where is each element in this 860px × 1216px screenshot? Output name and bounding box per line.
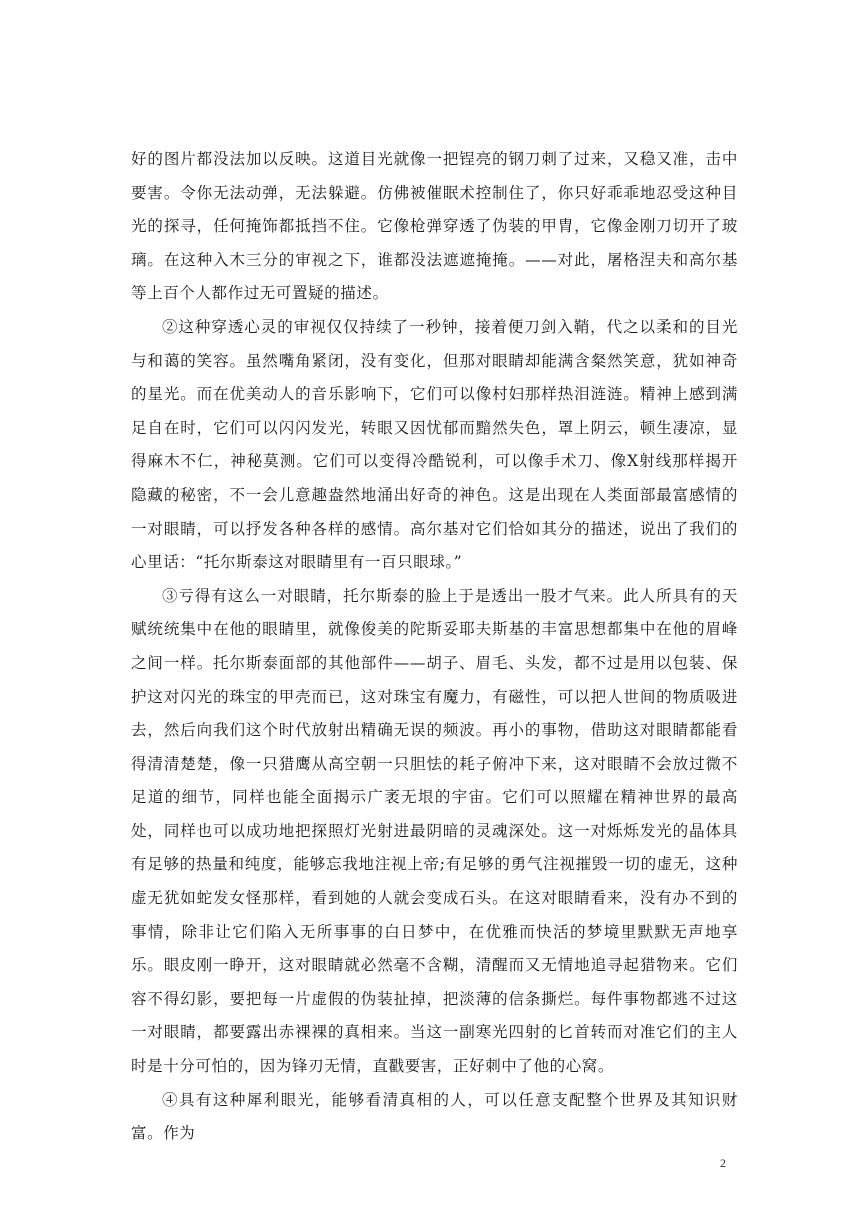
paragraph-3: ③亏得有这么一对眼睛，托尔斯泰的脸上于是透出一股才气来。此人所具有的天赋统统集中在他的眼睛里，就像俊美的陀斯妥耶夫斯基的丰富思想都集中在他的眉峰之间一样。托尔斯泰面部的其他部件——胡子、眉毛、头发，都不过是用以包装、保护这对闪光的珠宝的甲壳而已，这对珠宝有魔力，有磁性，可以把人世间的物质吸进去，然后向我们这个时代放射出精确无误的频波。再小的事物，借助这对眼睛都能看得清清楚楚，像一只猎鹰从高空朝一只胆怯的耗子俯冲下来，这对眼睛不会放过微不足道的细节，同样也能全面揭示广袤无垠的宇宙。它们可以照耀在精神世界的最高处，同样也可以成功地把探照灯光射进最阴暗的灵魂深处。这一对烁烁发光的晶体具有足够的热量和纯度，能够忘我地注视上帝;有足够的勇气注视摧毁一切的虚无，这种虚无犹如蛇发女怪那样，看到她的人就会变成石头。在这对眼睛看来，没有办不到的事情，除非让它们陷入无所事事的白日梦中，在优雅而快活的梦境里默默无声地享乐。眼皮刚一睁开，这对眼睛就必然毫不含糊，清醒而又无情地追寻起猎物来。它们容不得幻影，要把每一片虚假的伪装扯掉，把淡薄的信条撕烂。每件事物都逃不过这一对眼睛，都要露出赤裸裸的真相来。当这一副寒光四射的匕首转而对准它们的主人时是十分可怕的，因为锋刃无情，直戳要害，正好刺中了他的心窝。 xyxy=(131,586,738,1076)
document-body xyxy=(131,143,738,1151)
paragraph-4: ④具有这种犀利眼光，能够看清真相的人，可以任意支配整个世界及其知识财富。作为 xyxy=(131,1090,738,1143)
paragraph-1-continued: 好的图片都没法加以反映。这道目光就像一把锃亮的钢刀刺了过来，又稳又准，击中要害。令你无法动弹，无法躲避。仿佛被催眠术控制住了，你只好乖乖地忍受这种目光的探寻，任何掩饰都抵挡不住。它像枪弹穿透了伪装的甲胄，它像金刚刀切开了玻璃。在这种入木三分的审视之下，谁都没法遮遮掩掩。——对此，屠格涅夫和高尔基等上百个人都作过无可置疑的描述。 xyxy=(131,150,738,303)
paragraph-2: ②这种穿透心灵的审视仅仅持续了一秒钟，接着便刀剑入鞘，代之以柔和的目光与和蔼的笑容。虽然嘴角紧闭，没有变化，但那对眼睛却能满含粲然笑意，犹如神奇的星光。而在优美动人的音乐影响下，它们可以像村妇那样热泪涟涟。精神上感到满足自在时，它们可以闪闪发光，转眼又因忧郁而黯然失色，罩上阴云，顿生凄凉，显得麻木不仁，神秘莫测。它们可以变得冷酷锐利，可以像手术刀、像X射线那样揭开隐藏的秘密，不一会儿意趣盎然地涌出好奇的神色。这是出现在人类面部最富感情的一对眼睛，可以抒发各种各样的感情。高尔基对它们恰如其分的描述，说出了我们的心里话：“托尔斯泰这对眼睛里有一百只眼球。” xyxy=(131,317,738,572)
page-number: 2 xyxy=(720,1156,726,1170)
